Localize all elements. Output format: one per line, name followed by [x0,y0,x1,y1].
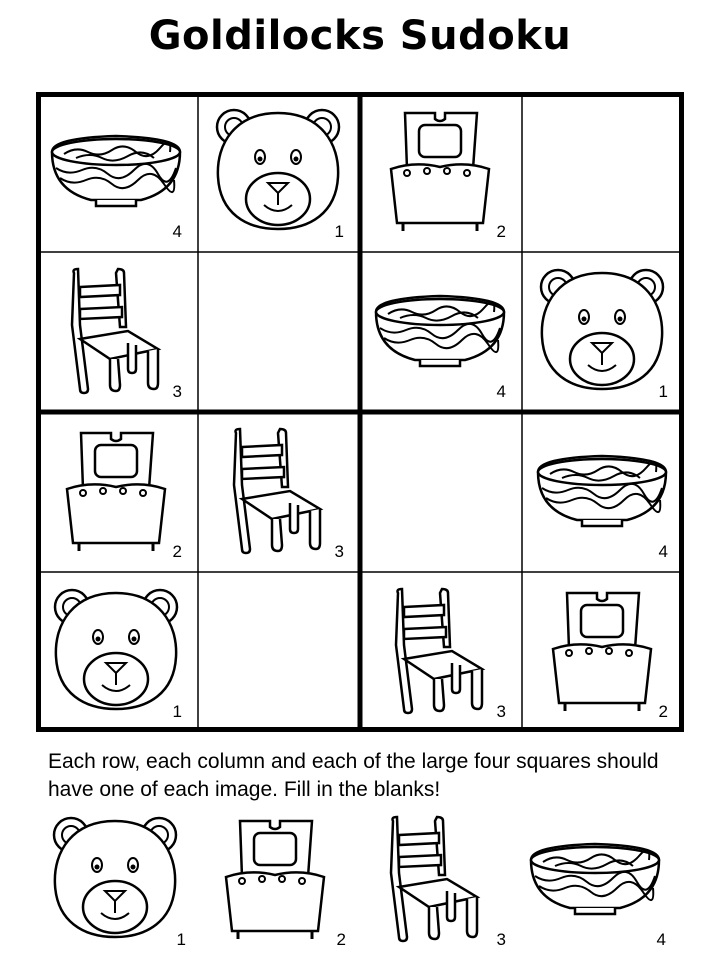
legend-item-chair [360,808,520,948]
bear-icon [208,105,348,240]
grid-cell-blank[interactable] [198,252,358,412]
grid-cell [360,572,520,732]
bed-icon [547,585,657,720]
cell-number-label: 3 [334,542,344,561]
chair-icon [390,585,490,720]
bear-icon [45,813,185,948]
bowl-icon [46,130,186,215]
grid-cell [36,412,196,572]
cell-number-label: 4 [496,382,506,401]
legend-item-bowl [520,808,680,948]
grid-cell [360,252,520,412]
grid-cell [198,412,358,572]
grid-cell-blank[interactable] [198,572,358,732]
bear-icon [532,265,672,400]
cell-number-label: 2 [658,702,668,721]
legend-item-bear [40,808,200,948]
cell-number-label: 4 [658,542,668,561]
grid-cell [522,252,682,412]
instructions-text: Each row, each column and each of the large four squares should have one of each image. Fill in the blanks! [48,750,659,801]
sudoku-board [36,92,684,732]
bed-icon [220,813,330,948]
cell-number-label: 1 [172,702,182,721]
cell-number-label: 2 [172,542,182,561]
grid-cell [198,92,358,252]
page-title: Goldilocks Sudoku [148,13,572,59]
legend-number-label: 2 [336,930,346,949]
grid-cell [36,572,196,732]
chair-icon [385,813,485,948]
bed-icon [61,425,171,560]
bowl-icon [370,290,510,375]
grid-cell-blank[interactable] [360,412,520,572]
chair-icon [228,425,328,560]
cell-number-label: 1 [658,382,668,401]
grid-cell [522,572,682,732]
cell-number-label: 2 [496,222,506,241]
cell-number-label: 3 [496,702,506,721]
bear-icon [46,585,186,720]
cell-number-label: 3 [172,382,182,401]
cell-number-label: 1 [334,222,344,241]
chair-icon [66,265,166,400]
cell-number-label: 4 [172,222,182,241]
legend-number-label: 4 [656,930,666,949]
grid-cell [36,252,196,412]
bowl-icon [525,838,665,923]
legend-item-bed [200,808,360,948]
grid-cell [36,92,196,252]
legend-number-label: 1 [176,930,186,949]
grid-cell [360,92,520,252]
bed-icon [385,105,495,240]
legend-number-label: 3 [496,930,506,949]
grid-cell [522,412,682,572]
bowl-icon [532,450,672,535]
grid-cell-blank[interactable] [522,92,682,252]
